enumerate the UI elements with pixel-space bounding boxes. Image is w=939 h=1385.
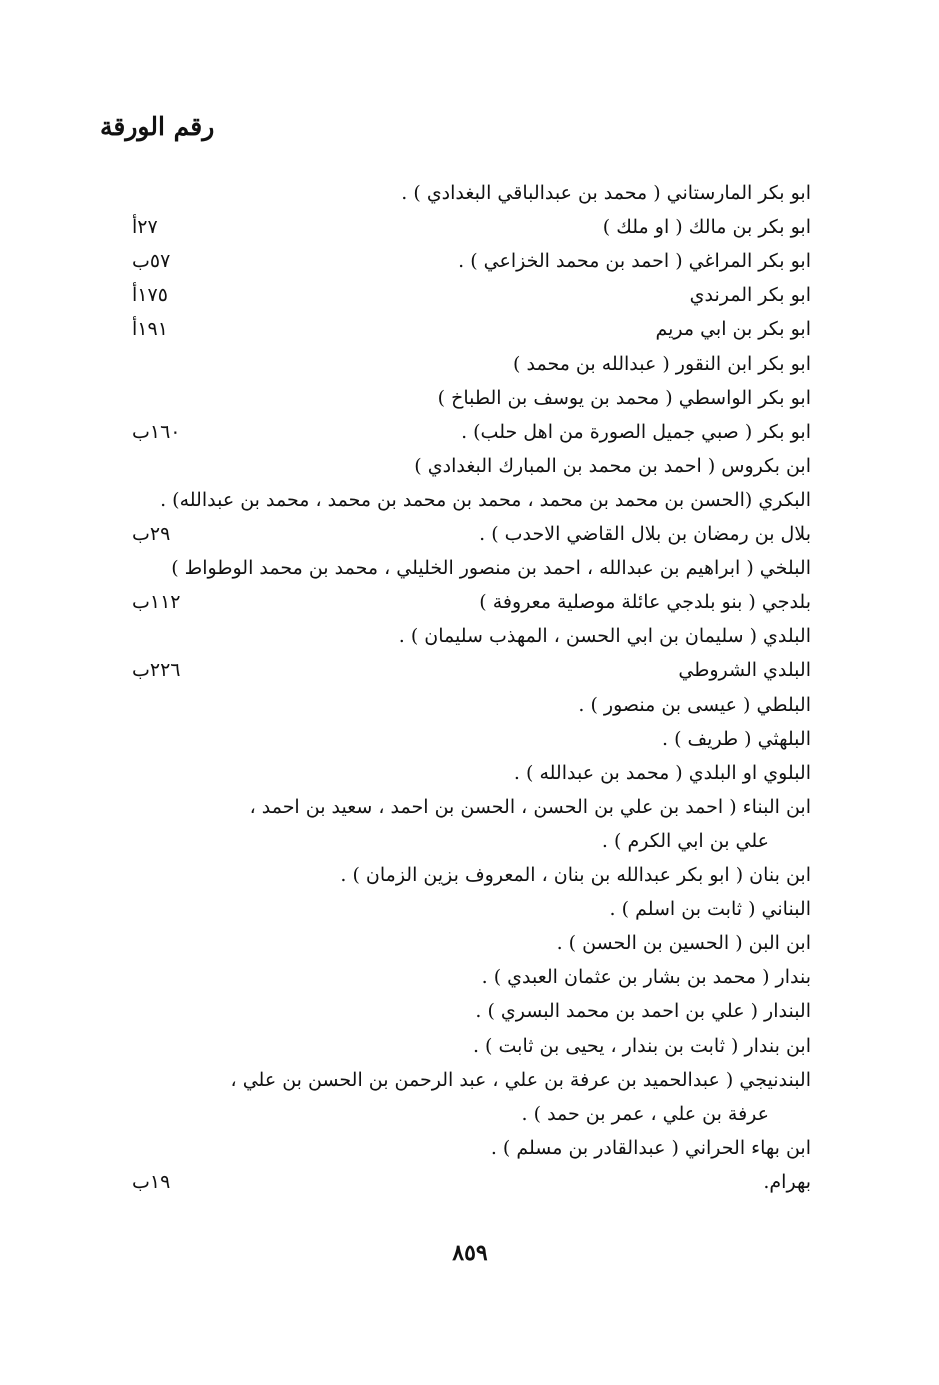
index-entry: ابو بكر المرندي <box>689 284 811 306</box>
leaf-number: ١٦٠ب <box>132 421 181 443</box>
index-entry: بندار ( محمد بن بشار بن عثمان العبدي ) . <box>481 966 811 988</box>
index-entry: البندار ( علي بن احمد بن محمد البسري ) . <box>475 1000 811 1022</box>
index-entry: ابن بنان ( ابو بكر عبدالله بن بنان ، المعروف بزين الزمان ) . <box>340 864 811 886</box>
index-entry: ابو بكر المراغي ( احمد بن محمد الخزاعي ) . <box>458 250 811 272</box>
index-entry: البلوي او البلدي ( محمد بن عبدالله ) . <box>513 762 811 784</box>
index-entry: ابن بندار ( ثابت بن بندار ، يحيى بن ثابت ) . <box>472 1035 811 1057</box>
leaf-number: ٥٧ب <box>132 250 171 272</box>
index-entry: البكري (الحسن بن محمد بن محمد ، محمد بن محمد بن محمد ، محمد بن عبدالله) . <box>160 489 811 511</box>
index-entry: ابو بكر الواسطي ( محمد بن يوسف بن الطباخ ) <box>437 387 811 409</box>
index-entry: ابن بكروس ( احمد بن محمد بن المبارك البغدادي ) <box>414 455 811 477</box>
index-entry: البلدي ( سليمان بن ابي الحسن ، المهذب سليمان ) . <box>398 625 811 647</box>
leaf-number: ١١٢ب <box>132 591 181 613</box>
index-entry: البندنيجي ( عبدالحميد بن عرفة بن علي ، عبد الرحمن بن الحسن بن علي ، <box>230 1069 811 1091</box>
index-entry: ابو بكر بن مالك ( او ملك ) <box>602 216 811 238</box>
index-entry: بلال بن رمضان بن بلال القاضي الاحدب ) . <box>479 523 811 545</box>
leaf-number: ١٧٥أ <box>132 284 168 306</box>
index-entry: البلخي ( ابراهيم بن عبدالله ، احمد بن منصور الخليلي ، محمد بن محمد الوطواط ) <box>171 557 811 579</box>
leaf-number: ٢٩ب <box>132 523 171 545</box>
index-entry: البلدي الشروطي <box>678 659 811 681</box>
index-entry: البناني ( ثابت بن اسلم ) . <box>609 898 811 920</box>
index-entry: ابو بكر ( صبي جميل الصورة من اهل حلب) . <box>461 421 811 443</box>
index-entry-continuation: علي بن ابي الكرم ) . <box>601 830 769 852</box>
index-entry: ابو بكر ابن النقور ( عبدالله بن محمد ) <box>513 353 811 375</box>
page-number: ٨٥٩ <box>452 1240 488 1266</box>
index-entry: بلدجي ( بنو بلدجي عائلة موصلية معروفة ) <box>479 591 811 613</box>
leaf-number: ١٩١أ <box>132 318 168 340</box>
index-entry: البلطي ( عيسى بن منصور ) . <box>578 694 811 716</box>
leaf-number: ٢٢٦ب <box>132 659 181 681</box>
index-entry: ابو بكر بن ابي مريم <box>655 318 811 340</box>
leaf-number: ١٩ب <box>132 1171 171 1193</box>
index-entry: ابن البن ( الحسين بن الحسن ) . <box>556 932 811 954</box>
index-entry: البلهثي ( طريف ) . <box>661 728 811 750</box>
index-entry: ابن بهاء الحراني ( عبدالقادر بن مسلم ) . <box>490 1137 811 1159</box>
leaf-number: ٢٧أ <box>132 216 158 238</box>
index-entry: ابن البناء ( احمد بن علي بن الحسن ، الحسن بن احمد ، سعيد بن احمد ، <box>249 796 811 818</box>
index-entry: ابو بكر المارستاني ( محمد بن عبدالباقي البغدادي ) . <box>401 182 811 204</box>
column-header: رقم الورقة <box>100 112 215 141</box>
index-entry-continuation: عرفة بن علي ، عمر بن حمد ) . <box>521 1103 769 1125</box>
index-entry: بهرام. <box>763 1171 811 1193</box>
